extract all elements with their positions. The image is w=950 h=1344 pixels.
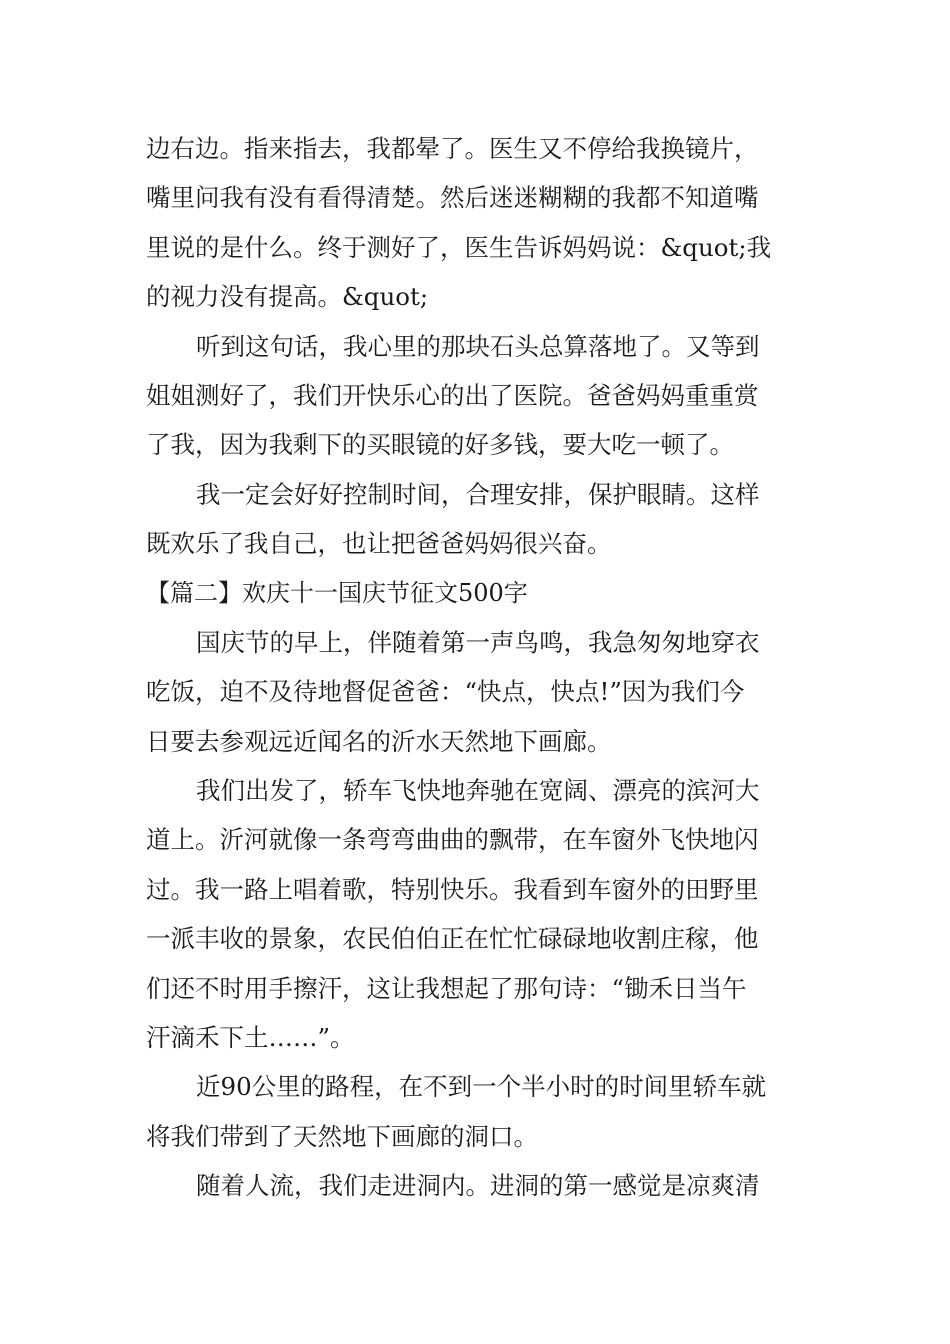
text-line: 汗滴禾下土……”。 bbox=[146, 1023, 355, 1053]
text-line: 嘴里问我有没有看得清楚。然后迷迷糊糊的我都不知道嘴 bbox=[146, 183, 759, 213]
document-page bbox=[146, 124, 810, 1211]
paragraph bbox=[146, 470, 810, 569]
text-line: 我们出发了，轿车飞快地奔驰在宽阔、漂亮的滨河大 bbox=[196, 776, 760, 806]
text-line: 道上。沂河就像一条弯弯曲曲的飘带，在车窗外飞快地闪 bbox=[146, 825, 759, 855]
paragraph bbox=[146, 1062, 810, 1161]
text-line: 国庆节的早上，伴随着第一声鸟鸣，我急匆匆地穿衣 bbox=[196, 627, 760, 657]
text-line: 过。我一路上唱着歌，特别快乐。我看到车窗外的田野里 bbox=[146, 874, 759, 904]
text-line: 们还不时用手擦汗，这让我想起了那句诗：“锄禾日当午 bbox=[146, 973, 747, 1003]
paragraph bbox=[146, 1161, 810, 1210]
text-line: 将我们带到了天然地下画廊的洞口。 bbox=[146, 1121, 538, 1151]
text-line: 近90公里的路程，在不到一个半小时的时间里轿车就 bbox=[196, 1072, 767, 1102]
text-line: 姐姐测好了，我们开快乐心的出了医院。爸爸妈妈重重赏 bbox=[146, 380, 759, 410]
text-line: 一派丰收的景象，农民伯伯正在忙忙碌碌地收割庄稼，他 bbox=[146, 924, 759, 954]
text-line: 随着人流，我们走进洞内。进洞的第一感觉是凉爽清 bbox=[196, 1171, 760, 1201]
text-line: 吃饭，迫不及待地督促爸爸：“快点，快点!”因为我们今 bbox=[146, 677, 745, 707]
paragraph bbox=[146, 322, 810, 470]
text-line: 日要去参观远近闻名的沂水天然地下画廊。 bbox=[146, 726, 612, 756]
section-heading bbox=[146, 569, 810, 618]
paragraph bbox=[146, 766, 810, 1062]
paragraph bbox=[146, 618, 810, 766]
text-line: 了我，因为我剩下的买眼镜的好多钱，要大吃一顿了。 bbox=[146, 430, 734, 460]
text-line: 听到这句话，我心里的那块石头总算落地了。又等到 bbox=[196, 331, 760, 361]
text-line: 【篇二】欢庆十一国庆节征文500字 bbox=[146, 578, 528, 607]
text-line: 边右边。指来指去，我都晕了。医生又不停给我换镜片， bbox=[146, 134, 759, 163]
text-line: 的视力没有提高。&quot; bbox=[146, 282, 429, 312]
text-line: 我一定会好好控制时间，合理安排，保护眼睛。这样 bbox=[196, 479, 760, 509]
paragraph bbox=[146, 124, 810, 322]
text-line: 里说的是什么。终于测好了，医生告诉妈妈说：&quot;我 bbox=[146, 232, 772, 262]
text-line: 既欢乐了我自己，也让把爸爸妈妈很兴奋。 bbox=[146, 529, 612, 559]
